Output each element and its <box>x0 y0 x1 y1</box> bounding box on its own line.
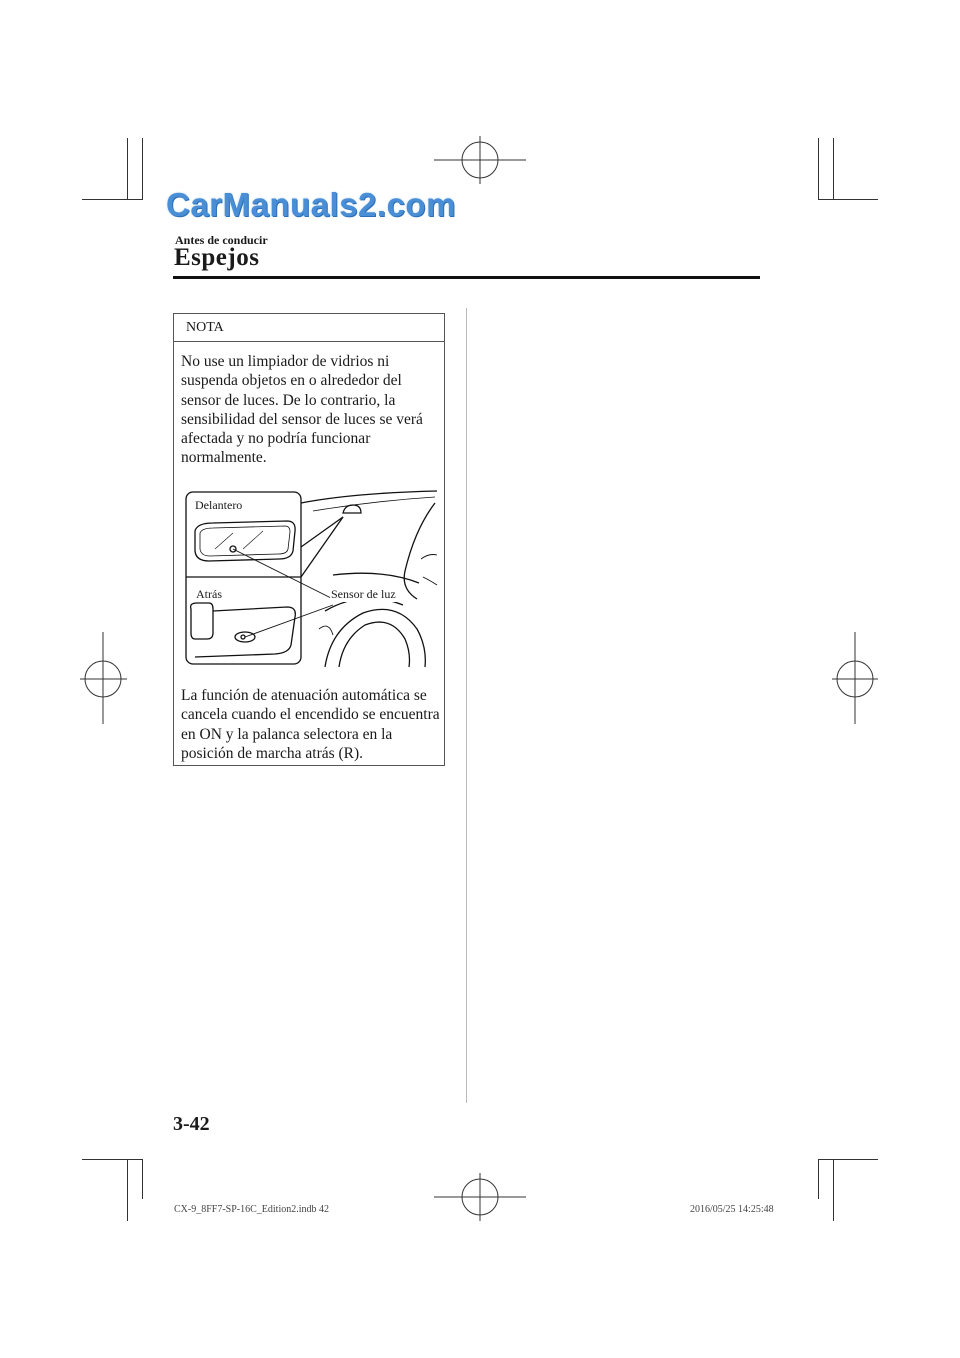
label-front: Delantero <box>195 498 243 512</box>
watermark-logo: CarManuals2.com <box>166 186 456 223</box>
header-rule <box>173 276 760 279</box>
note-box <box>173 313 445 766</box>
note-paragraph: No use un limpiador de vidrios ni suspenda objetos en o alrededor del sensor de luces. De lo contrario, la sensibilidad del sensor de luces se verá afectada y no podría funcionar normalmente. <box>181 353 423 467</box>
chapter-title: Espejos <box>174 244 260 271</box>
column-divider <box>466 308 467 1103</box>
mirror-illustration <box>183 489 439 669</box>
section-title: Antes de conducir <box>175 233 268 247</box>
light-sensor-figure <box>183 489 439 669</box>
label-light-sensor: Sensor de luz <box>331 587 396 601</box>
note-heading: NOTA <box>174 314 444 342</box>
page-number: 3-42 <box>173 1113 210 1135</box>
note-paragraph-2: La función de atenuación automática se cancela cuando el encendido se encuentra en ON y la palanca selectora en la posición de marcha atrás (R). <box>181 687 440 762</box>
footer-timestamp: 2016/05/25 14:25:48 <box>690 1204 774 1215</box>
footer-file: CX-9_8FF7-SP-16C_Edition2.indb 42 <box>174 1204 330 1215</box>
label-rear: Atrás <box>196 587 222 601</box>
